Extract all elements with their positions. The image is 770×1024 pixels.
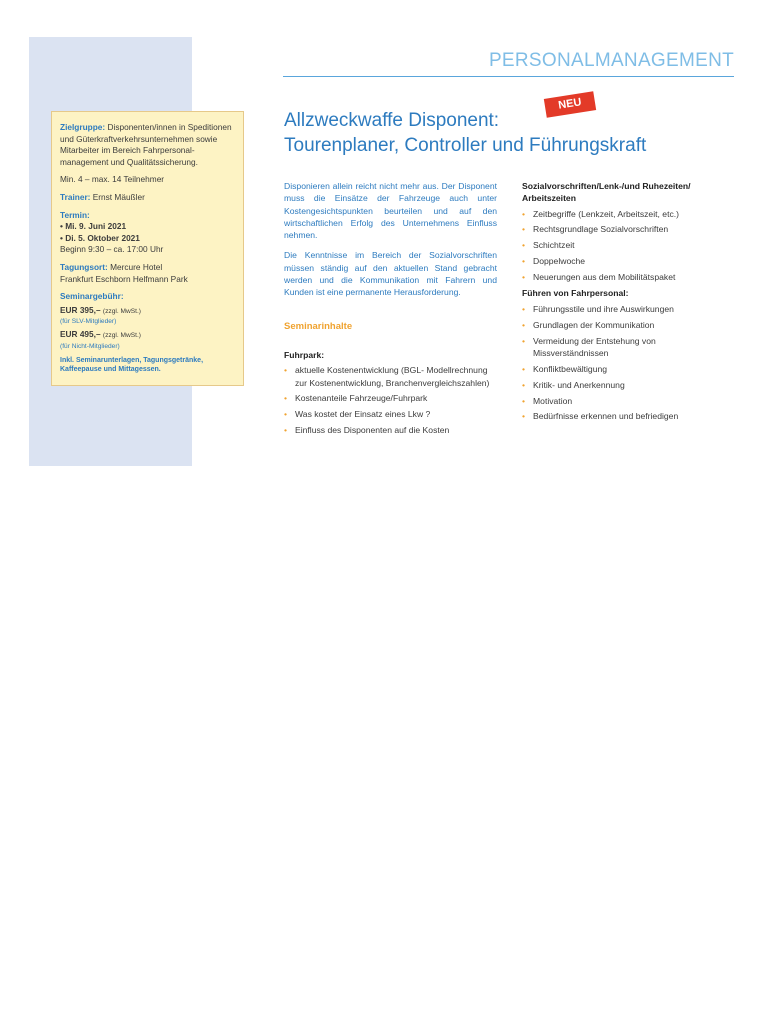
price-member [60,305,237,318]
tagungsort [60,262,237,285]
fuehren-list [522,303,727,423]
price-nonmember-note: (für Nicht-Mitglieder) [60,342,120,350]
seminarinhalte-heading: Seminarinhalte [284,320,353,332]
list-item: • Kritik- und Anerkennung [522,379,625,390]
inclusions-note: Inkl. Seminarunterlagen, Tagungsgetränke, Kaffeepause und Mittagessen. [60,356,204,373]
termin-date-1: • Mi. 9. Juni 2021 [60,221,127,232]
fuhrpark-list [284,364,497,436]
termin-date-2: • Di. 5. Oktober 2021 [60,232,140,243]
page-title [284,108,744,158]
fuhrpark-heading: Fuhrpark: [284,349,325,360]
list-item: • Führungsstile und ihre Auswirkungen [522,303,674,314]
list-item: • Vermeidung der Entstehung von Missverständnissen [522,335,656,358]
list-item: • Kostenanteile Fahrzeuge/Fuhrpark [284,393,428,404]
list-item: • Rechtsgrundlage Sozialvorschriften [522,224,669,235]
trainer-name: Ernst Mäußler [92,191,145,202]
zielgruppe-label: Zielgruppe: [60,122,106,132]
gebuehr [60,291,237,303]
section-header: PERSONALMANAGEMENT [488,50,734,71]
price-nonmember [60,329,237,342]
zielgruppe [60,122,237,168]
teilnehmer: Min. 4 – max. 14 Teilnehmer [60,174,165,185]
list-item: • Motivation [522,395,573,406]
price-member-amount: EUR 395,– [60,304,101,315]
list-item: • aktuelle Kostenentwicklung (BGL- Modellrechnung zur Kostenentwicklung, Branchenvergleichszahlen) [284,365,490,388]
list-item: • Bedürfnisse erkennen und befriedigen [522,411,679,422]
left-column [284,180,497,441]
price-member-tax: (zzgl. MwSt.) [102,307,142,315]
list-item: • Zeitbegriffe (Lenkzeit, Arbeitszeit, etc.) [522,208,680,219]
termin-label: Termin: [60,209,90,220]
list-item: • Grundlagen der Kommunikation [522,319,655,330]
price-member-note: (für SLV-Mitglieder) [60,318,117,326]
gebuehr-label: Seminargebühr: [60,291,124,302]
list-item: • Doppelwoche [522,256,586,267]
trainer [60,192,237,204]
right-column [522,180,727,427]
tagungsort-line-1: Mercure Hotel [110,261,163,272]
info-box [51,111,244,386]
title-line-1: Allzweckwaffe Disponent: [284,110,500,131]
list-item: • Schichtzeit [522,240,575,251]
list-item: • Einfluss des Disponenten auf die Kosten [284,425,450,436]
intro-paragraph-2: Die Kenntnisse im Bereich der Sozialvorschriften müssen ständig auf den aktuellen Stand gebracht werden und die Kommunikation mit Fahrern und Kunden ist eine permanente Herausforderung. [284,250,497,298]
price-nonmember-amount: EUR 495,– [60,329,101,340]
price-nonmember-tax: (zzgl. MwSt.) [102,332,142,340]
title-line-2: Tourenplaner, Controller und Führungskraft [284,135,647,156]
new-badge: NEU [544,91,596,118]
fuehren-heading: Führen von Fahrpersonal: [522,288,629,299]
termin [60,210,237,256]
list-item: • Was kostet der Einsatz eines Lkw ? [284,409,431,420]
intro-paragraph-1: Disponieren allein reicht nicht mehr aus. Der Disponent muss die Einsätze der Fahrzeuge auch unter Kostengesichtspunkten beurteilen und auf den wirtschaftlichen Erfolg des Unternehmens Einfluss nehmen. [284,181,497,241]
tagungsort-label: Tagungsort: [60,261,108,272]
trainer-label: Trainer: [60,191,91,202]
sozial-heading: Sozialvorschriften/Lenk-/und Ruhezeiten/ Arbeitszeiten [522,181,691,204]
list-item: • Konfliktbewältigung [522,363,608,374]
sozial-list [522,208,727,284]
termin-time: Beginn 9:30 – ca. 17:00 Uhr [60,244,164,255]
list-item: • Neuerungen aus dem Mobilitätspaket [522,272,676,283]
zielgruppe-text: Disponenten/innen in Speditionen und Güterkraftverkehrsunternehmen sowie Mitarbeiter im Bereich Fahrpersonal-management und Qualitätssicherung. [60,122,232,167]
tagungsort-line-2: Frankfurt Eschborn Helfmann Park [60,273,188,284]
header-divider [283,76,734,77]
